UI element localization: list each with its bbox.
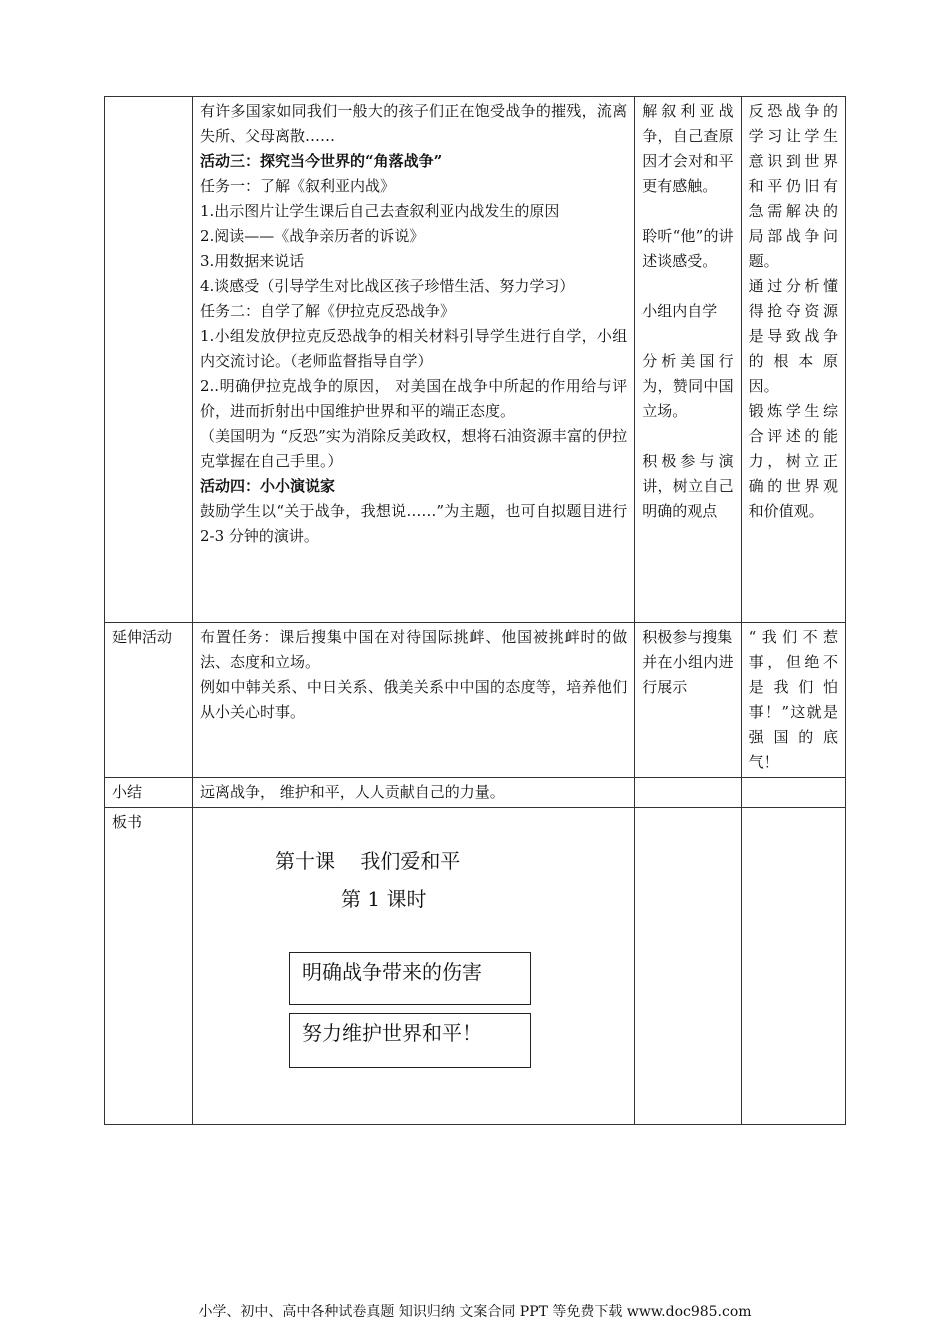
design-intent-text: 反恐战争的学习让学生意识到世界和平仍旧有急需解决的局部战争问题。: [748, 102, 838, 270]
student-activity-text: 小组内自学: [642, 302, 718, 320]
cell-extension-label: 延伸活动: [105, 623, 193, 778]
activity-heading-3: 活动三：探究当今世界的“角落战争”: [200, 152, 443, 170]
cell-summary-empty: [635, 778, 741, 808]
table-row-board: [105, 808, 846, 1125]
activity-line: 4.谈感受（引导学生对比战区孩子珍惜生活、努力学习）: [200, 277, 575, 295]
board-subtitle: 第 1 课时: [341, 887, 427, 911]
board-title: 第十课 我们爱和平: [275, 849, 461, 873]
page-footer: 小学、初中、高中各种试卷真题 知识归纳 文案合同 PPT 等免费下载 www.doc985.com: [198, 1304, 752, 1320]
cell-board-empty: [635, 808, 741, 1125]
student-activity-text: 积极参与演讲，树立自己明确的观点: [642, 452, 734, 520]
cell-summary-empty: [741, 778, 845, 808]
activity-line: 任务一：了解《叙利亚内战》: [200, 177, 396, 195]
student-activity-text: 分析美国行为，赞同中国立场。: [642, 352, 734, 420]
extension-line: 布置任务：课后搜集中国在对待国际挑衅、他国被挑衅时的做法、态度和立场。: [200, 628, 628, 671]
table-row-activities: [105, 97, 846, 623]
extension-student-line: 积极参与搜集: [642, 628, 733, 646]
activity-line: 1.出示图片让学生课后自己去查叙利亚内战发生的原因: [200, 202, 560, 220]
student-activity-text: 解叙利亚战争，自己查原因才会对和平更有感触。: [642, 102, 734, 195]
cell-extension-intent: “我们不惹事，但绝不是我们怕事！”这就是强国的底气！: [741, 623, 845, 778]
cell-extension-tasks: [193, 623, 635, 778]
cell-student-activities: [635, 97, 741, 623]
activity-line: 鼓励学生以“关于战争，我想说……”为主题，也可自拟题目进行 2-3 分钟的演讲。: [200, 502, 628, 545]
activity-line: （美国明为 “反恐”实为消除反美政权，想将石油资源丰富的伊拉克掌握在自己手里。）: [200, 427, 628, 470]
activity-line: 3.用数据来说话: [200, 252, 305, 270]
activity-line: 有许多国家如同我们一般大的孩子们正在饱受战争的摧残，流离失所、父母离散……: [200, 102, 628, 145]
board-box-peace: 努力维护世界和平！: [289, 1013, 531, 1068]
cell-stage-empty: [105, 97, 193, 623]
activity-heading-4: 活动四：小小演说家: [200, 477, 336, 495]
extension-line: 例如中韩关系、中日关系、俄美关系中中国的态度等，培养他们从小关心时事。: [200, 678, 628, 721]
board-box-harm: 明确战争带来的伤害: [289, 952, 531, 1005]
activity-line: 1.小组发放伊拉克反恐战争的相关材料引导学生进行自学，小组内交流讨论。（老师监督指导自学）: [200, 327, 628, 370]
table-row-summary: [105, 778, 846, 808]
lesson-plan-table: [104, 96, 846, 1125]
activity-line: 任务二：自学了解《伊拉克反恐战争》: [200, 302, 456, 320]
cell-design-intent: [741, 97, 845, 623]
cell-board-content: [193, 808, 635, 1125]
table-row-extension: [105, 623, 846, 778]
student-activity-text: 聆听“他”的讲述谈感受。: [642, 227, 734, 270]
cell-teacher-activities: [193, 97, 635, 623]
design-intent-text: 锻炼学生综合评述的能力，树立正确的世界观和价值观。: [748, 402, 838, 520]
extension-student-line: 并在小组内进行展示: [642, 653, 734, 696]
cell-summary-label: 小结: [105, 778, 193, 808]
activity-line: 2.阅读——《战争亲历者的诉说》: [200, 227, 425, 245]
cell-extension-student: [635, 623, 741, 778]
cell-summary-text: 远离战争， 维护和平，人人贡献自己的力量。: [193, 778, 635, 808]
activity-line: 2..明确伊拉克战争的原因， 对美国在战争中所起的作用给与评价，进而折射出中国维护世界和平的端正态度。: [200, 377, 628, 420]
cell-board-label: 板书: [105, 808, 193, 1125]
blackboard-layout: [193, 808, 634, 1120]
design-intent-text: 通过分析懂得抢夺资源是导致战争的根本原因。: [748, 277, 838, 395]
cell-board-empty: [741, 808, 845, 1125]
